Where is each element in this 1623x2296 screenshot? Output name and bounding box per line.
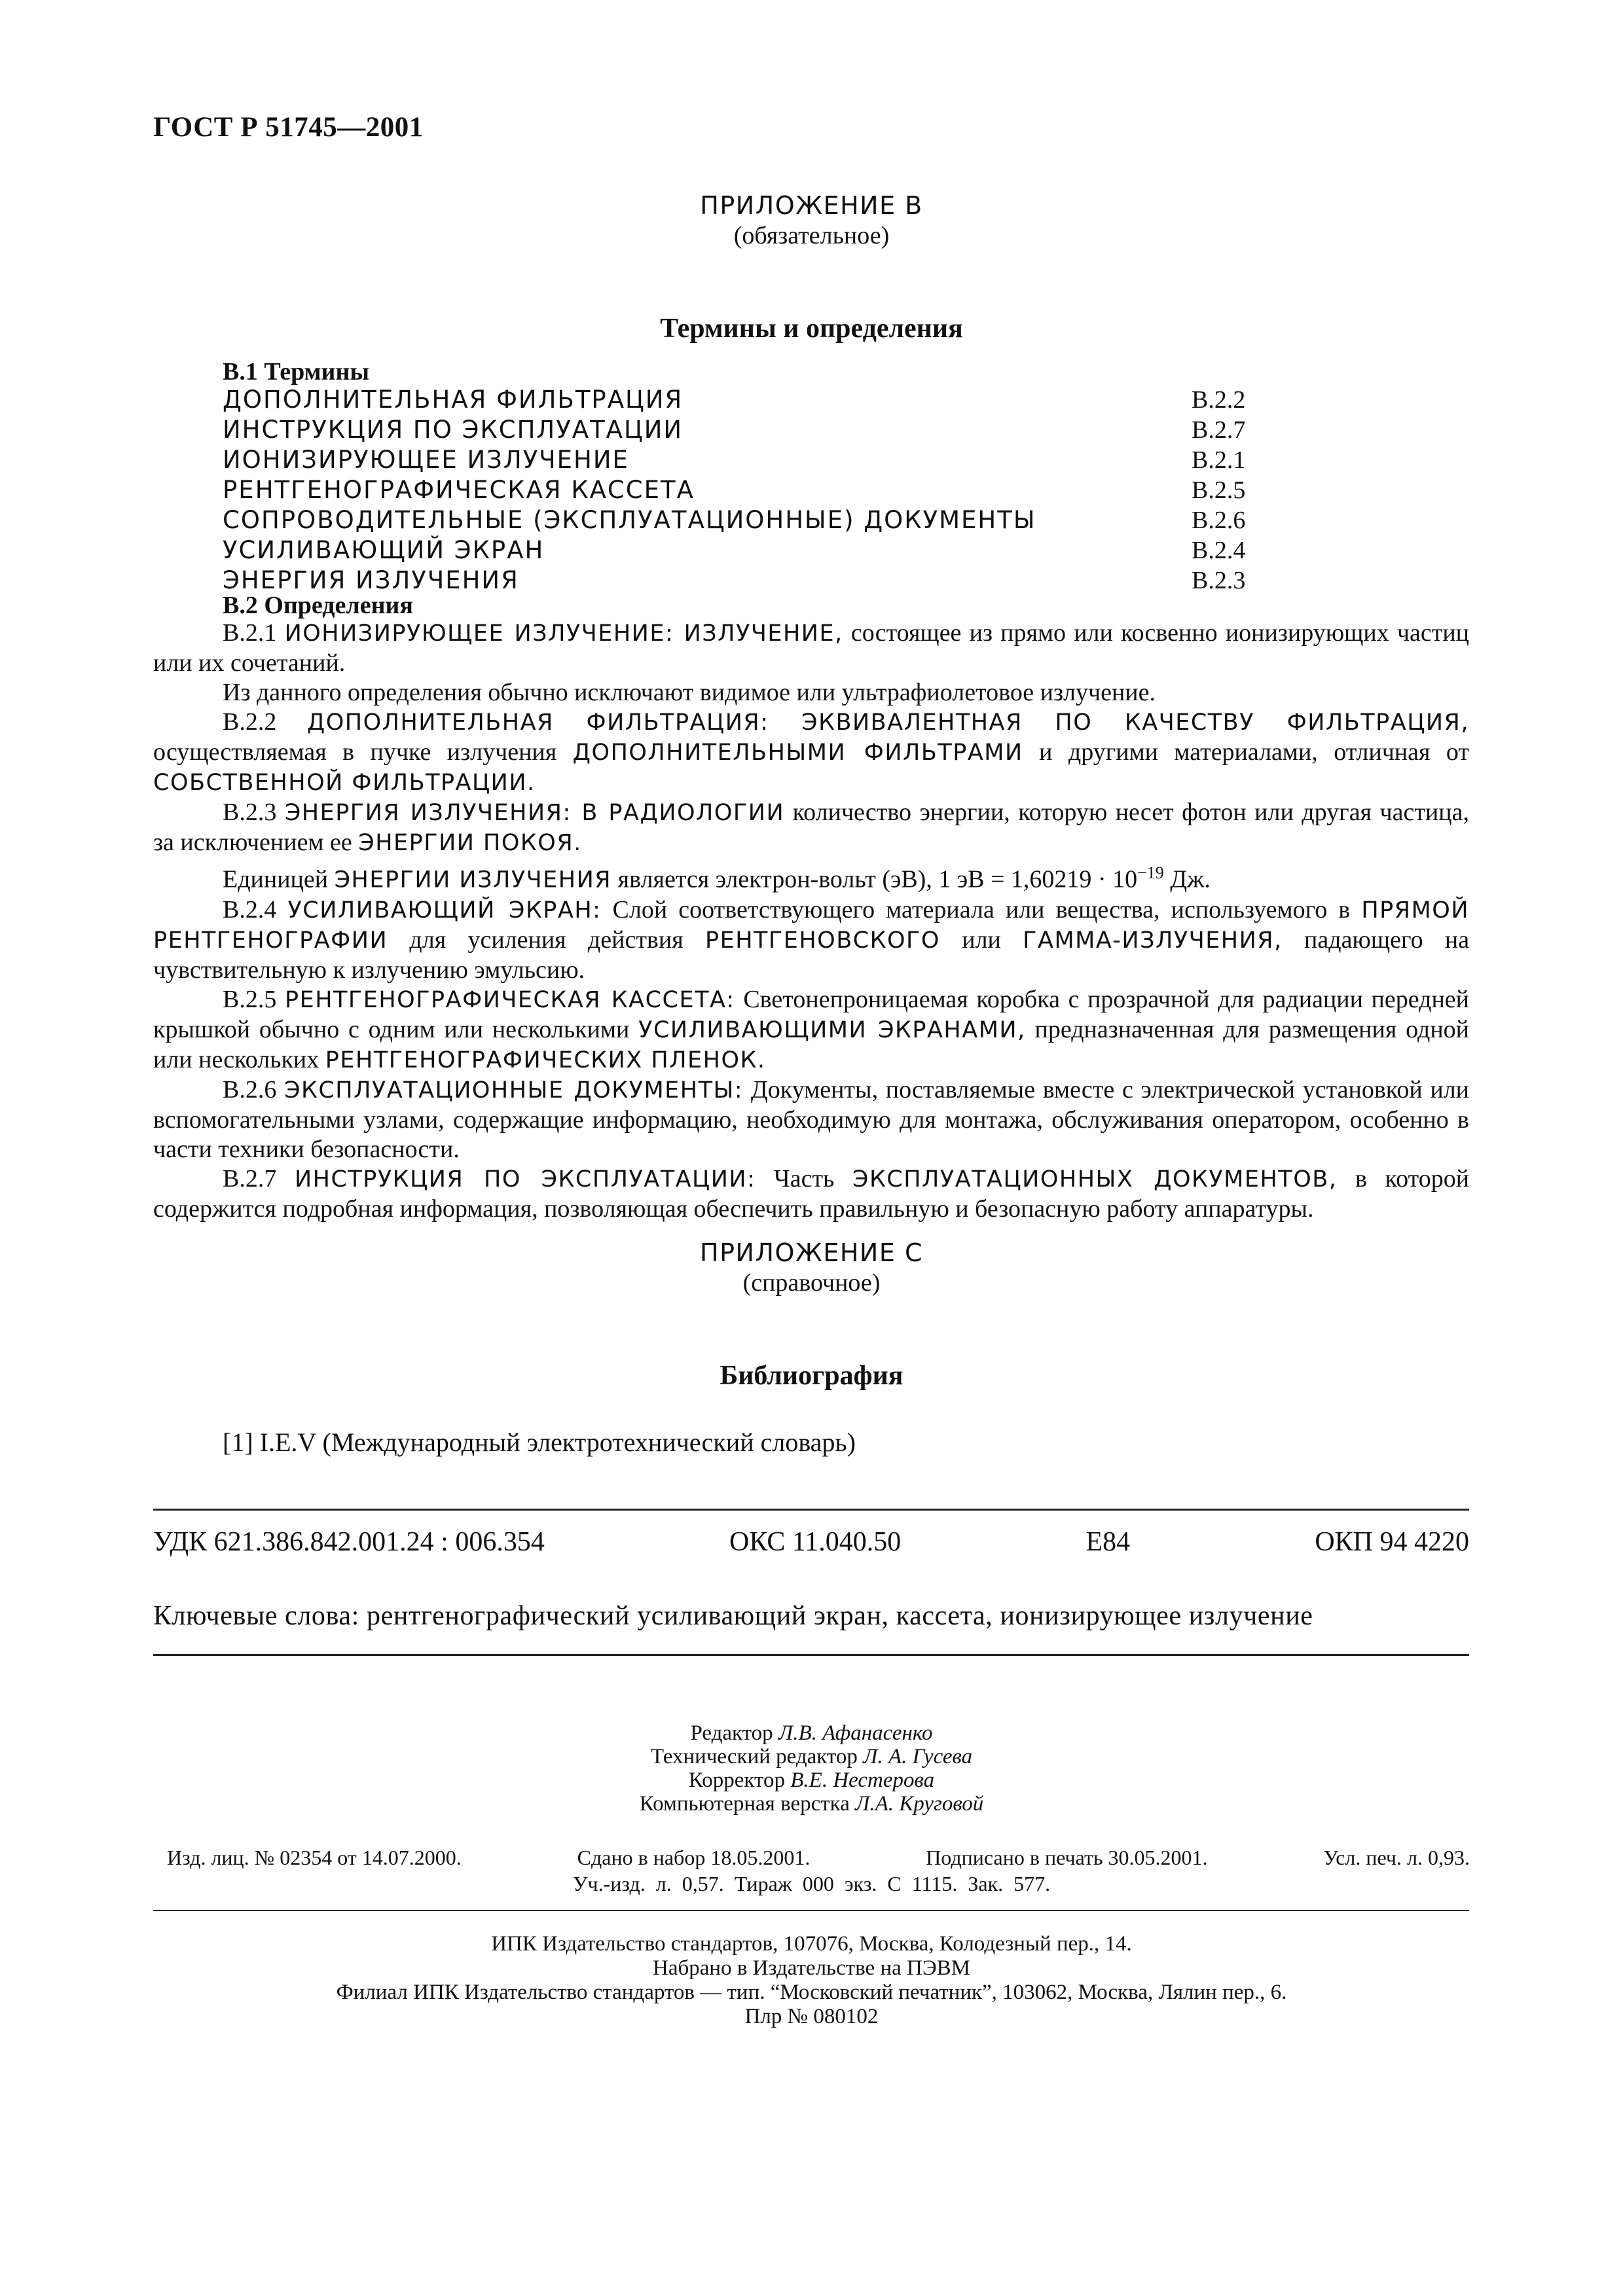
credit-editor: Редактор Л.В. Афанасенко (690, 1721, 933, 1745)
divider-bottom (153, 1654, 1469, 1656)
printer-line-2: Набрано в Издательстве на ПЭВМ (653, 1956, 970, 1980)
term-ref: В.2.7 (1192, 416, 1246, 444)
bibliography-heading: Библиография (720, 1361, 903, 1391)
term-label: РЕНТГЕНОГРАФИЧЕСКАЯ КАССЕТА (223, 476, 695, 504)
term-label: ЭНЕРГИЯ ИЗЛУЧЕНИЯ (223, 566, 519, 594)
keywords-line: Ключевые слова: рентгенографический усиливающий экран, кассета, ионизирующее излучение (153, 1601, 1313, 1631)
term-ref: В.2.1 (1192, 446, 1246, 474)
term-ref: В.2.3 (1192, 567, 1246, 594)
definition-b24: В.2.4 УСИЛИВАЮЩИЙ ЭКРАН: Слой соответствующего материала или вещества, используемого в ПРЯМОЙ РЕНТГЕНОГРАФИИ для усиления действия РЕНТГЕНОВСКОГО или ГАММА-ИЗЛУЧЕНИЯ, падающего на чувствительную к излучению эмульсию. (153, 895, 1470, 984)
definitions-subheading: В.2 Определения (223, 592, 413, 619)
oks-code: ОКС 11.040.50 (729, 1527, 902, 1557)
c-number: С 1115. (887, 1872, 958, 1895)
term-row (223, 445, 1283, 475)
definition-b26: В.2.6 ЭКСПЛУАТАЦИОННЫЕ ДОКУМЕНТЫ: Документы, поставляемые вместе с электрической установкой или вспомогательными узлами, содержащие информацию, необходимую для монтажа, обслуживания оператором, особенно в части техники безопасности. (153, 1075, 1469, 1163)
definition-b23: В.2.3 ЭНЕРГИЯ ИЗЛУЧЕНИЯ: В РАДИОЛОГИИ количество энергии, которую несет фотон или другая частица, за исключением ее ЭНЕРГИИ ПОКОЯ. (153, 798, 1469, 856)
term-label: ИНСТРУКЦИЯ ПО ЭКСПЛУАТАЦИИ (223, 416, 684, 444)
term-row (223, 505, 1283, 535)
term-ref: В.2.4 (1192, 537, 1246, 564)
terms-definitions-heading: Термины и определения (660, 314, 963, 344)
term-label: СОПРОВОДИТЕЛЬНЫЕ (ЭКСПЛУАТАЦИОННЫЕ) ДОКУМЕНТЫ (223, 506, 1036, 534)
signed-date: Подписано в печать 30.05.2001. (926, 1846, 1208, 1869)
term-row (223, 475, 1283, 505)
definition-b21: В.2.1 ИОНИЗИРУЮЩЕЕ ИЗЛУЧЕНИЕ: ИЗЛУЧЕНИЕ, состоящее из прямо или косвенно ионизирующих частиц или их сочетаний. (153, 619, 1470, 677)
term-row (223, 415, 1283, 445)
publishing-row (167, 1846, 1470, 1870)
printer-line-4: Плр № 080102 (744, 2005, 879, 2028)
editorial-credits (0, 1721, 1623, 1816)
classification-row (153, 1526, 1469, 1558)
term-label: УСИЛИВАЮЩИЙ ЭКРАН (223, 536, 545, 564)
print-sheets: Усл. печ. л. 0,93. (1323, 1846, 1470, 1869)
definition-b25: В.2.5 РЕНТГЕНОГРАФИЧЕСКАЯ КАССЕТА: Светонепроницаемая коробка с прозрачной для радиации передней крышкой обычно с одним или несколькими УСИЛИВАЮЩИМИ ЭКРАНАМИ, предназначенная для размещения одной или нескольких РЕНТГЕНОГРАФИЧЕСКИХ ПЛЕНОК. (153, 985, 1470, 1073)
annex-c-status: (справочное) (742, 1269, 881, 1297)
term-ref: В.2.5 (1192, 476, 1246, 504)
printer-info (0, 1932, 1623, 2029)
print-run: Тираж 000 экз. (734, 1872, 877, 1895)
publishing-row-2 (0, 1872, 1623, 1896)
license: Изд. лиц. № 02354 от 14.07.2000. (167, 1846, 462, 1869)
term-label: ДОПОЛНИТЕЛЬНАЯ ФИЛЬТРАЦИЯ (223, 386, 684, 414)
credit-layout: Компьютерная верстка Л.А. Круговой (639, 1792, 984, 1816)
definition-b22: В.2.2 ДОПОЛНИТЕЛЬНАЯ ФИЛЬТРАЦИЯ: ЭКВИВАЛЕНТНАЯ ПО КАЧЕСТВУ ФИЛЬТРАЦИЯ, осуществляемая в пучке излучения ДОПОЛНИТЕЛЬНЫМИ ФИЛЬТРАМИ и другими материалами, отличная от СОБСТВЕННОЙ ФИЛЬТРАЦИИ. (153, 708, 1470, 796)
group-code: Е84 (1085, 1527, 1131, 1557)
standard-number: ГОСТ Р 51745—2001 (153, 112, 424, 143)
divider-printer (153, 1910, 1469, 1911)
okp-code: ОКП 94 4220 (1315, 1527, 1469, 1557)
printer-line-3: Филиал ИПК Издательство стандартов — тип. “Московский печатник”, 103062, Москва, Лялин пер., 6. (336, 1981, 1287, 2004)
definition-b27: В.2.7 ИНСТРУКЦИЯ ПО ЭКСПЛУАТАЦИИ: Часть ЭКСПЛУАТАЦИОННЫХ ДОКУМЕНТОВ, в которой содержится подробная информация, позволяющая обеспечить правильную и безопасную работу аппаратуры. (153, 1164, 1470, 1223)
order-number: Зак. 577. (968, 1872, 1051, 1895)
term-row (223, 385, 1283, 415)
term-row (223, 535, 1283, 565)
term-label: ИОНИЗИРУЮЩЕЕ ИЗЛУЧЕНИЕ (223, 446, 629, 474)
annex-c-title: ПРИЛОЖЕНИЕ С (700, 1238, 923, 1267)
divider-top (153, 1509, 1469, 1511)
typeset-date: Сдано в набор 18.05.2001. (577, 1846, 811, 1869)
definition-b21-note: Из данного определения обычно исключают видимое или ультрафиолетовое излучение. (223, 679, 1156, 706)
definitions-section (153, 592, 1469, 1224)
pub-sheets: Уч.-изд. л. 0,57. (572, 1872, 724, 1895)
credit-tech-editor: Технический редактор Л. А. Гусева (650, 1745, 973, 1768)
terms-list (223, 359, 1283, 596)
printer-line-1: ИПК Издательство стандартов, 107076, Москва, Колодезный пер., 14. (491, 1932, 1132, 1956)
annex-b-title: ПРИЛОЖЕНИЕ В (700, 191, 923, 220)
udk-code: УДК 621.386.842.001.24 : 006.354 (153, 1527, 545, 1557)
credit-corrector: Корректор В.Е. Нестерова (688, 1768, 935, 1792)
terms-subheading: В.1 Термины (223, 358, 370, 386)
bibliography-item: [1] I.E.V (Международный электротехнический словарь) (223, 1427, 856, 1457)
term-ref: В.2.6 (1192, 507, 1246, 534)
definition-b23-note: Единицей ЭНЕРГИИ ИЗЛУЧЕНИЯ является электрон-вольт (эВ), 1 эВ = $1,60219 \cdot 10^{-19}$ Дж. (223, 863, 1211, 893)
annex-b-status: (обязательное) (733, 222, 890, 249)
term-ref: В.2.2 (1192, 386, 1246, 414)
